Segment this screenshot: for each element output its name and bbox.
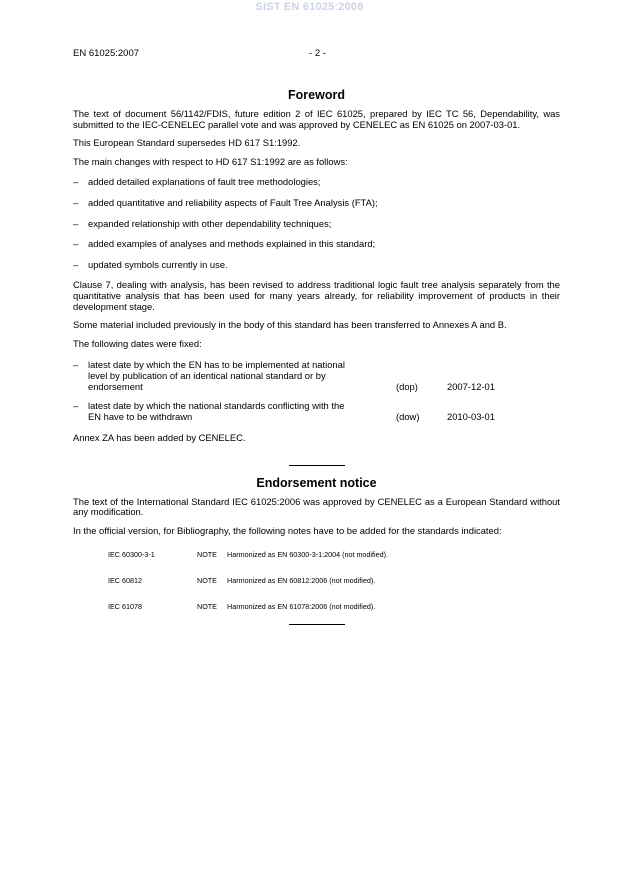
change-list-item bbox=[73, 177, 560, 188]
endorsement-title: Endorsement notice bbox=[256, 475, 377, 490]
dash-marker: – bbox=[73, 196, 79, 208]
date-row-dow bbox=[73, 401, 560, 422]
standard-reference: IEC 61078 bbox=[108, 601, 142, 611]
endorsement-paragraph: In the official version, for Bibliography, the following notes have to be added for the standards indicated: bbox=[73, 525, 502, 537]
foreword-paragraph: The main changes with respect to HD 617 S1:1992 are as follows: bbox=[73, 155, 348, 167]
bibliography-notes bbox=[108, 550, 560, 615]
change-list-item bbox=[73, 260, 560, 271]
foreword-paragraph: The text of document 56/1142/FDIS, future edition 2 of IEC 61025, prepared by IEC TC 56, Dependability, was submitted to the IEC-CENELEC parallel vote and was approved by CENELEC as EN 61025 on 2007-03-01. bbox=[73, 108, 560, 130]
foreword-title: Foreword bbox=[288, 88, 345, 102]
bibliography-note-row bbox=[108, 550, 560, 563]
watermark: SIST EN 61025:2008 bbox=[255, 1, 364, 13]
bibliography-note-row bbox=[108, 602, 560, 615]
date-value: 2010-03-01 bbox=[447, 410, 495, 422]
change-text: updated symbols currently in use. bbox=[88, 258, 228, 270]
note-text: Harmonized as EN 60300-3-1:2004 (not modified). bbox=[227, 549, 389, 559]
dash-marker: – bbox=[73, 176, 79, 188]
note-label: NOTE bbox=[197, 549, 217, 559]
foreword-paragraph: This European Standard supersedes HD 617 S1:1992. bbox=[73, 137, 301, 149]
endorsement-paragraph: The text of the International Standard IEC 61025:2006 was approved by CENELEC as a European Standard without any modification. bbox=[73, 495, 560, 518]
change-text: added quantitative and reliability aspects of Fault Tree Analysis (FTA); bbox=[88, 196, 378, 208]
change-list-item bbox=[73, 219, 560, 230]
change-list-item bbox=[73, 198, 560, 209]
note-text: Harmonized as EN 61078:2006 (not modified). bbox=[227, 601, 376, 611]
section-divider bbox=[289, 624, 345, 625]
standard-reference: IEC 60300-3-1 bbox=[108, 549, 155, 559]
change-text: added detailed explanations of fault tree methodologies; bbox=[88, 176, 321, 188]
date-description: latest date by which the national standards conflicting with the EN have to be withdrawn bbox=[88, 400, 345, 422]
note-label: NOTE bbox=[197, 575, 217, 585]
dash-marker: – bbox=[73, 258, 79, 270]
date-row-dop bbox=[73, 360, 560, 392]
section-divider bbox=[289, 465, 345, 466]
foreword-paragraph: The following dates were fixed: bbox=[73, 337, 202, 349]
date-abbreviation: (dow) bbox=[396, 410, 420, 422]
change-list-item bbox=[73, 239, 560, 250]
note-text: Harmonized as EN 60812:2006 (not modified). bbox=[227, 575, 376, 585]
date-value: 2007-12-01 bbox=[447, 380, 495, 392]
foreword-paragraph: Some material included previously in the body of this standard has been transferred to Annexes A and B. bbox=[73, 319, 507, 331]
foreword-paragraph: Clause 7, dealing with analysis, has been revised to address traditional logic fault tree analysis separately from the quantitative analysis that has been used for many years already, for reliability improvement of products in their development stage. bbox=[73, 279, 560, 312]
dash-marker: – bbox=[73, 217, 79, 229]
standard-reference: IEC 60812 bbox=[108, 575, 142, 585]
note-label: NOTE bbox=[197, 601, 217, 611]
change-text: expanded relationship with other dependability techniques; bbox=[88, 217, 332, 229]
dash-marker: – bbox=[73, 238, 79, 250]
date-description: latest date by which the EN has to be implemented at national level by publication of an identical national standard or by endorsement bbox=[88, 359, 345, 392]
bibliography-note-row bbox=[108, 576, 560, 589]
document-body bbox=[73, 88, 560, 625]
date-abbreviation: (dop) bbox=[396, 380, 418, 392]
document-id: EN 61025:2007 bbox=[73, 48, 140, 59]
change-text: added examples of analyses and methods explained in this standard; bbox=[88, 238, 376, 250]
dash-marker: – bbox=[73, 400, 79, 412]
dash-marker: – bbox=[73, 359, 79, 371]
page-number: - 2 - bbox=[309, 48, 326, 59]
foreword-paragraph: Annex ZA has been added by CENELEC. bbox=[73, 432, 246, 444]
